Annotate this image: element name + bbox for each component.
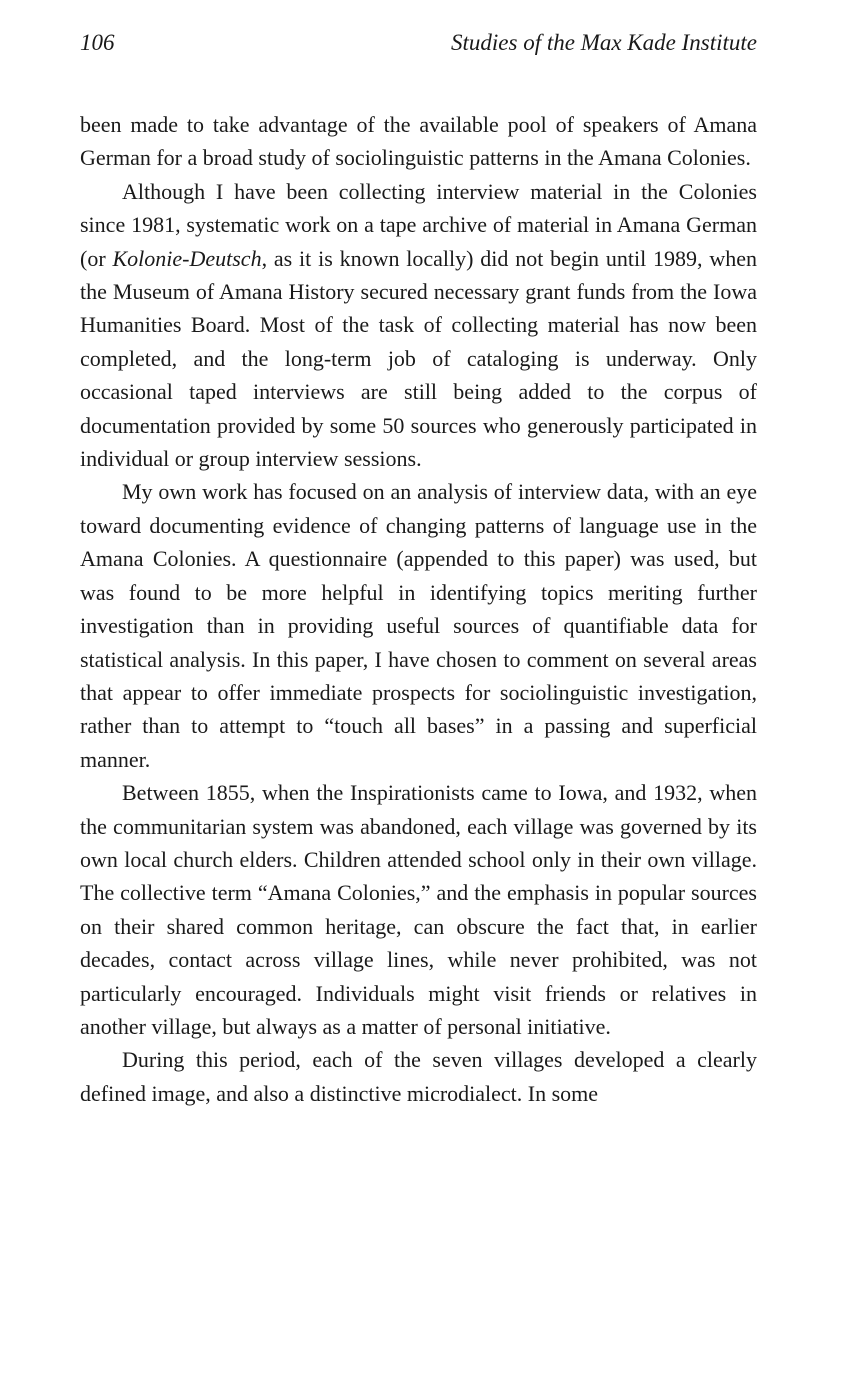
paragraph-2-text-after: , as it is known locally) did not begin until 1989, when the Museum of Amana History secured necessary grant funds from the Iowa Humanities Board. Most of the task of collecting material has now been completed, and the long-term job of cataloging is underway. Only occasional taped interviews are still being added to the corpus of documentation provided by some 50 sources who generously participated in individual or group interview sessions. <box>80 245 757 472</box>
body-text <box>80 108 757 1110</box>
paragraph-2-text-before: Although I have been collecting interview material in the Colonies since 1981, systematic work on a tape archive of material in Amana German (or <box>80 178 757 271</box>
paragraph-5-text: During this period, each of the seven villages developed a clearly defined image, and also a distinctive microdialect. In some <box>80 1047 757 1106</box>
paragraph-2 <box>80 175 757 476</box>
page-number: 106 <box>80 30 115 55</box>
paragraph-2-italic-term: Kolonie-Deutsch <box>112 245 262 271</box>
paragraph-4-text: Between 1855, when the Inspirationists came to Iowa, and 1932, when the communitarian system was abandoned, each village was governed by its own local church elders. Children attended school only in their own village. The collective term “Amana Colonies,” and the emphasis in popular sources on their shared common heritage, can obscure the fact that, in earlier decades, contact across village lines, while never prohibited, was not particularly encouraged. Individuals might visit friends or relatives in another village, but always as a matter of personal initiative. <box>80 780 757 1039</box>
paragraph-5 <box>80 1043 757 1110</box>
paragraph-4 <box>80 776 757 1043</box>
paragraph-1 <box>80 108 757 175</box>
running-head: Studies of the Max Kade Institute <box>451 30 757 55</box>
page-header <box>80 30 757 70</box>
paragraph-1-text: been made to take advantage of the available pool of speakers of Amana German for a broad study of sociolinguistic patterns in the Amana Colonies. <box>80 112 757 171</box>
paragraph-3-text: My own work has focused on an analysis of interview data, with an eye toward documenting evidence of changing patterns of language use in the Amana Colonies. A questionnaire (appended to this paper) was used, but was found to be more helpful in identifying topics meriting further investigation than in providing useful sources of quantifiable data for statistical analysis. In this paper, I have chosen to comment on several areas that appear to offer immediate prospects for sociolinguistic investigation, rather than to attempt to “touch all bases” in a passing and superficial manner. <box>80 479 757 772</box>
paragraph-3 <box>80 475 757 776</box>
